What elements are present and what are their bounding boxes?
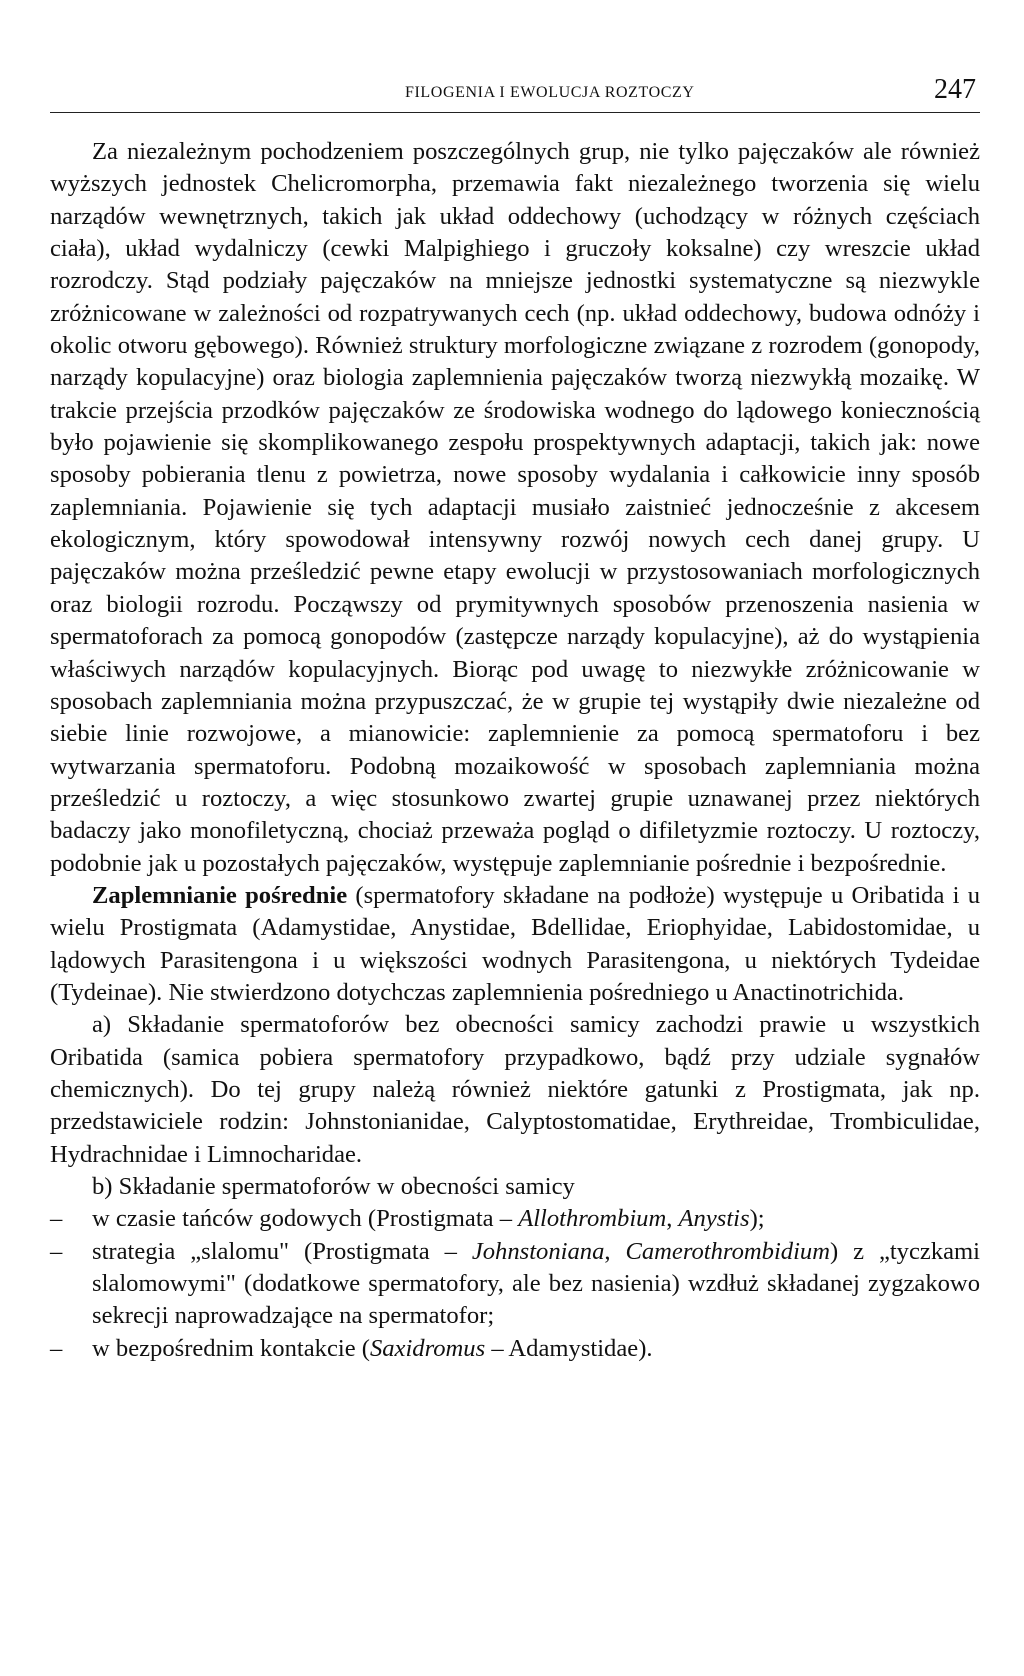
page-number: 247	[934, 74, 976, 105]
list-dash: –	[50, 1205, 63, 1233]
paragraph-3: a) Składanie spermatoforów bez obecności samicy zachodzi prawie u wszystkich Oribatida (samica pobiera spermatofory przypadkowo, bądź przy udziale sygnałów chemicznych). Do tej grupy należą również niektóre gatunki z Prostigmata, jak np. przedstawiciele rodzin: Johnstonianidae, Calyptostomatidae, Erythreidae, Trombiculidae, Hydrachnidae i Limnocharidae.	[50, 1011, 980, 1168]
list-dash: –	[50, 1334, 63, 1362]
list-item: – strategia „slalomu" (Prostigmata – Johnstoniana, Camerothrombidium) z „tyczkami slalomowymi" (dodatkowe spermatofory, ale bez nasienia) wzdłuż składanej zygzakowo sekrecji naprowadzające na spermatofor;	[50, 1237, 980, 1330]
paragraph-4: b) Składanie spermatoforów w obecności samicy	[92, 1173, 575, 1200]
paragraph-2-bold-lead: Zaplemnianie pośrednie	[92, 881, 348, 909]
page-header	[50, 70, 980, 113]
body-text	[50, 136, 980, 1365]
running-head: FILOGENIA I EWOLUCJA ROZTOCZY	[405, 84, 695, 101]
dash-list	[50, 1203, 980, 1365]
list-item: – w czasie tańców godowych (Prostigmata – Allothrombium, Anystis);	[50, 1203, 980, 1235]
paragraph-1: Za niezależnym pochodzeniem poszczególnych grup, nie tylko pajęczaków ale również wyższych jednostek Chelicromorpha, przemawia fakt niezależnego tworzenia się wielu narządów wewnętrznych, takich jak układ oddechowy (uchodzący w różnych częściach ciała), układ wydalniczy (cewki Malpighiego i gruczoły koksalne) czy wreszcie układ rozrodczy. Stąd podziały pajęczaków na mniejsze jednostki systematyczne są niezwykle zróżnicowane w zależności od rozpatrywanych cech (np. układ oddechowy, budowa odnóży i okolic otworu gębowego). Również struktury morfologiczne związane z rozrodem (gonopody, narządy kopulacyjne) oraz biologia zaplemnienia pajęczaków tworzą niezwykłą mozaikę. W trakcie przejścia przodków pajęczaków ze środowiska wodnego do lądowego koniecznością było pojawienie się skomplikowanego zespołu prospektywnych adaptacji, takich jak: nowe sposoby pobierania tlenu z powietrza, nowe sposoby wydalania i całkowicie inny sposób zaplemniania. Pojawienie się tych adaptacji musiało zaistnieć jednocześnie z akcesem ekologicznym, który spowodował intensywny rozwój nowych cech danej grupy. U pajęczaków można prześledzić pewne etapy ewolucji w przystosowaniach morfologicznych oraz biologii rozrodu. Począwszy od prymitywnych sposobów przenoszenia nasienia w spermatoforach za pomocą gonopodów (zastępcze narządy kopulacyjne), aż do wystąpienia właściwych narządów kopulacyjnych. Biorąc pod uwagę to niezwykłe zróżnicowanie w sposobach zaplemniania można przypuszczać, że w grupie tej wystąpiły dwie niezależne od siebie linie rozwojowe, a mianowicie: zaplemnienie za pomocą spermatoforu i bez wytwarzania spermatoforu. Podobną mozaikowość w sposobach zaplemniania można prześledzić u roztoczy, a więc stosunkowo zwartej grupie uznawanej przez niektórych badaczy jako monofiletyczną, chociaż przeważa pogląd o difiletyzmie roztoczy. U roztoczy, podobnie jak u pozostałych pajęczaków, występuje zaplemnianie pośrednie i bezpośrednie.	[50, 138, 980, 877]
paragraph-2	[50, 880, 980, 1009]
paragraph-2-text: (spermatofory składane na podłoże) występuje u Oribatida i u wielu Prostigmata (Adamystidae, Anystidae, Bdellidae, Eriophyidae, Labidostomidae, u lądowych Parasitengona i u większości wodnych Parasitengona, u niektórych Tydeidae (Tydeinae). Nie stwierdzono dotychczas zaplemnienia pośredniego u Anactinotrichida.	[50, 881, 980, 1006]
list-item: – w bezpośrednim kontakcie (Saxidromus – Adamystidae).	[50, 1333, 980, 1365]
list-dash: –	[50, 1237, 63, 1265]
